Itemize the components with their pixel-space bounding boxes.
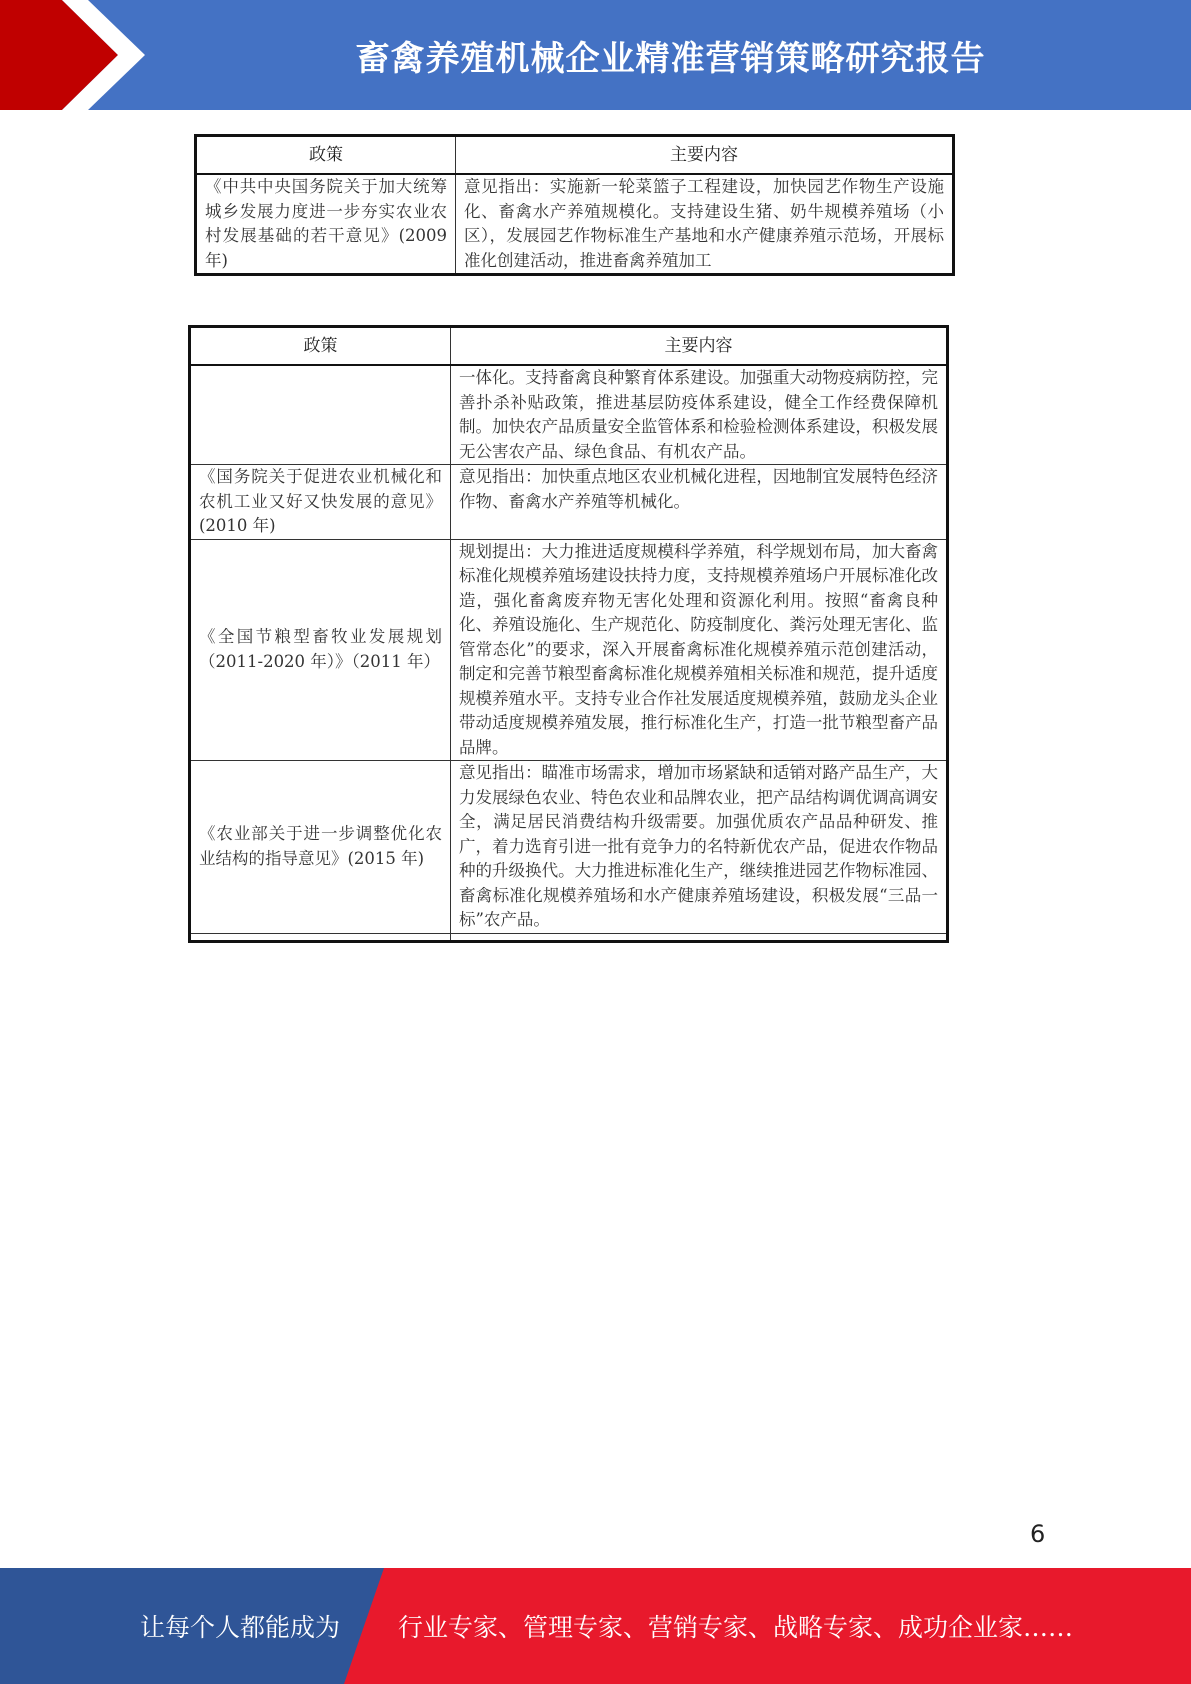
table-row-cut bbox=[190, 933, 948, 941]
empty-cell bbox=[451, 933, 948, 941]
policy-table-2 bbox=[188, 325, 949, 943]
header-content: 主要内容 bbox=[451, 327, 948, 366]
policy-name-cell: 《全国节粮型畜牧业发展规划（2011-2020 年）》（2011 年） bbox=[190, 539, 451, 761]
page-number: 6 bbox=[1030, 1520, 1046, 1548]
policy-content-cell: 意见指出：实施新一轮菜篮子工程建设，加快园艺作物生产设施化、畜禽水产养殖规模化。支持建设生猪、奶牛规模养殖场（小区），发展园艺作物标准生产基地和水产健康养殖示范场，开展标准化创建活动，推进畜禽养殖加工 bbox=[456, 174, 954, 275]
policy-content-cell: 一体化。支持畜禽良种繁育体系建设。加强重大动物疫病防控，完善扑杀补贴政策，推进基层防疫体系建设，健全工作经费保障机制。加快农产品质量安全监管体系和检验检测体系建设，积极发展无公害农产品、绿色食品、有机农产品。 bbox=[451, 365, 948, 465]
table-row bbox=[190, 539, 948, 761]
policy-content-cell: 意见指出：加快重点地区农业机械化进程，因地制宜发展特色经济作物、畜禽水产养殖等机械化。 bbox=[451, 465, 948, 540]
report-title: 畜禽养殖机械企业精准营销策略研究报告 bbox=[355, 38, 986, 79]
header-policy: 政策 bbox=[196, 136, 456, 175]
policy-content-cell: 规划提出：大力推进适度规模科学养殖，科学规划布局，加大畜禽标准化规模养殖场建设扶持力度，支持规模养殖场户开展标准化改造，强化畜禽废弃物无害化处理和资源化利用。按照“畜禽良种化、养殖设施化、生产规范化、防疫制度化、粪污处理无害化、监管常态化”的要求，深入开展畜禽标准化规模养殖示范创建活动，制定和完善节粮型畜禽标准化规模养殖相关标准和规范，提升适度规模养殖水平。支持专业合作社发展适度规模养殖，鼓励龙头企业带动适度规模养殖发展，推行标准化生产，打造一批节粮型畜产品品牌。 bbox=[451, 539, 948, 761]
empty-cell bbox=[190, 933, 451, 941]
table-row bbox=[190, 365, 948, 465]
policy-name-cell: 《中共中央国务院关于加大统筹城乡发展力度进一步夯实农业农村发展基础的若干意见》(2009 年) bbox=[196, 174, 456, 275]
table-header-row bbox=[190, 327, 948, 366]
policy-name-cell bbox=[190, 365, 451, 465]
table-row bbox=[190, 761, 948, 934]
footer-slogan-left: 让每个人都能成为 bbox=[140, 1613, 341, 1642]
table-row bbox=[190, 465, 948, 540]
page-footer bbox=[0, 1568, 1191, 1684]
policy-content-cell: 意见指出：瞄准市场需求，增加市场紧缺和适销对路产品生产，大力发展绿色农业、特色农业和品牌农业，把产品结构调优调高调安全，满足居民消费结构升级需要。加强优质农产品品种研发、推广，着力选育引进一批有竞争力的名特新优农产品，促进农作物品种的升级换代。大力推进标准化生产，继续推进园艺作物标准园、畜禽标准化规模养殖场和水产健康养殖场建设，积极发展“三品一标”农产品。 bbox=[451, 761, 948, 934]
policy-name-cell: 《农业部关于进一步调整优化农业结构的指导意见》(2015 年) bbox=[190, 761, 451, 934]
footer-slogan-right: 行业专家、管理专家、营销专家、战略专家、成功企业家…… bbox=[398, 1613, 1074, 1642]
policy-name-cell: 《国务院关于促进农业机械化和农机工业又好又快发展的意见》(2010 年) bbox=[190, 465, 451, 540]
header-content: 主要内容 bbox=[456, 136, 954, 175]
header-policy: 政策 bbox=[190, 327, 451, 366]
